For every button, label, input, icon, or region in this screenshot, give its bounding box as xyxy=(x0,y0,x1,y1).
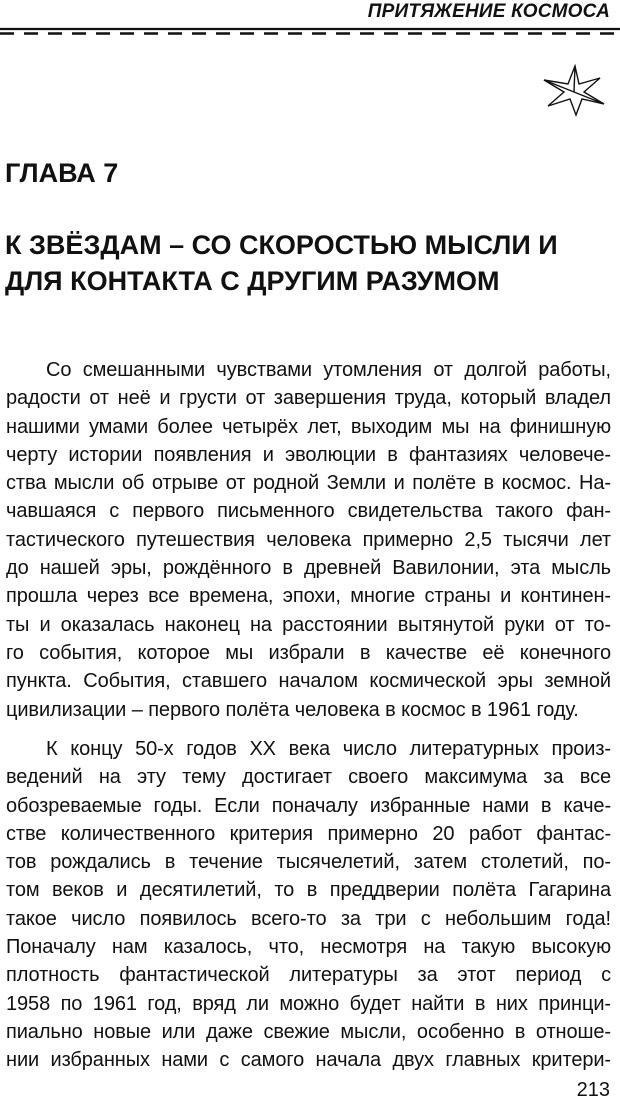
text-line: до нашей эры, рождённого в древней Вавилонии, эта мысль xyxy=(6,557,611,580)
text-line: прошла через все времена, эпохи, многие страны и континен- xyxy=(6,585,611,608)
text-line: чавшаяся с первого письменного свидетельства такого фан- xyxy=(6,500,611,523)
text-line: тастического путешествия человека примерно 2,5 тысячи лет xyxy=(6,528,611,551)
running-title: ПРИТЯЖЕНИЕ КОСМОСА xyxy=(367,1,610,22)
text-line: обозреваемые годы. Если поначалу избранные нами в каче- xyxy=(6,794,611,817)
chapter-title-line: К ЗВЁЗДАМ – СО СКОРОСТЬЮ МЫСЛИ И xyxy=(5,230,558,260)
text-line: стве количественного критерия примерно 20 работ фантас- xyxy=(6,822,611,845)
text-line: радости от неё и грусти от завершения труда, который владел xyxy=(6,387,611,410)
star-burst-icon xyxy=(542,62,606,118)
text-line: Со смешанными чувствами утомления от долгой работы, xyxy=(46,359,611,381)
text-line: К концу 50-х годов XX века число литературных произ- xyxy=(46,738,611,760)
chapter-number: ГЛАВА 7 xyxy=(5,158,119,188)
paragraph-1 xyxy=(6,356,611,724)
running-header xyxy=(0,0,620,40)
text-line: пункта. События, ставшего началом космической эры земной xyxy=(6,670,611,693)
chapter-title-line: ДЛЯ КОНТАКТА С ДРУГИМ РАЗУМОМ xyxy=(5,266,500,296)
text-line: Поначалу нам казалось, что, несмотря на такую высокую xyxy=(6,936,611,959)
text-line: тов рождались в течение тысячелетий, затем столетий, по- xyxy=(6,851,611,874)
text-line: черту истории появления и эволюции в фантазиях человече- xyxy=(6,443,611,466)
paragraph-2 xyxy=(6,735,611,1075)
text-line: ведений на эту тему достигает своего максимума за все xyxy=(6,766,611,789)
text-line: нашими умами более четырёх лет, выходим мы на финишную xyxy=(6,415,611,438)
text-line: ства мысли об отрыве от родной Земли и полёте в космос. На- xyxy=(6,472,611,495)
text-line: го события, которое мы избрали в качестве её конечного xyxy=(6,641,611,664)
text-line: том веков и десятилетий, то в преддверии полёта Гагарина xyxy=(6,879,611,902)
text-line: цивилизации – первого полёта человека в космос в 1961 году. xyxy=(6,698,579,721)
text-line: ты и оказалась наконец на расстоянии вытянутой руки от то- xyxy=(6,613,611,636)
text-line: плотность фантастической литературы за этот период с xyxy=(6,964,611,987)
text-line: нии избранных нами с самого начала двух главных критери- xyxy=(6,1049,611,1072)
text-line: такое число появилось всего-то за три с небольшим года! xyxy=(6,907,611,930)
header-dashed-rule xyxy=(0,27,620,37)
text-line: пиально новые или даже свежие мысли, особенно в отноше- xyxy=(6,1020,611,1043)
page-number: 213 xyxy=(576,1079,610,1101)
text-line: 1958 по 1961 год, вряд ли можно будет найти в них принци- xyxy=(6,992,611,1015)
chapter-title xyxy=(5,227,558,299)
